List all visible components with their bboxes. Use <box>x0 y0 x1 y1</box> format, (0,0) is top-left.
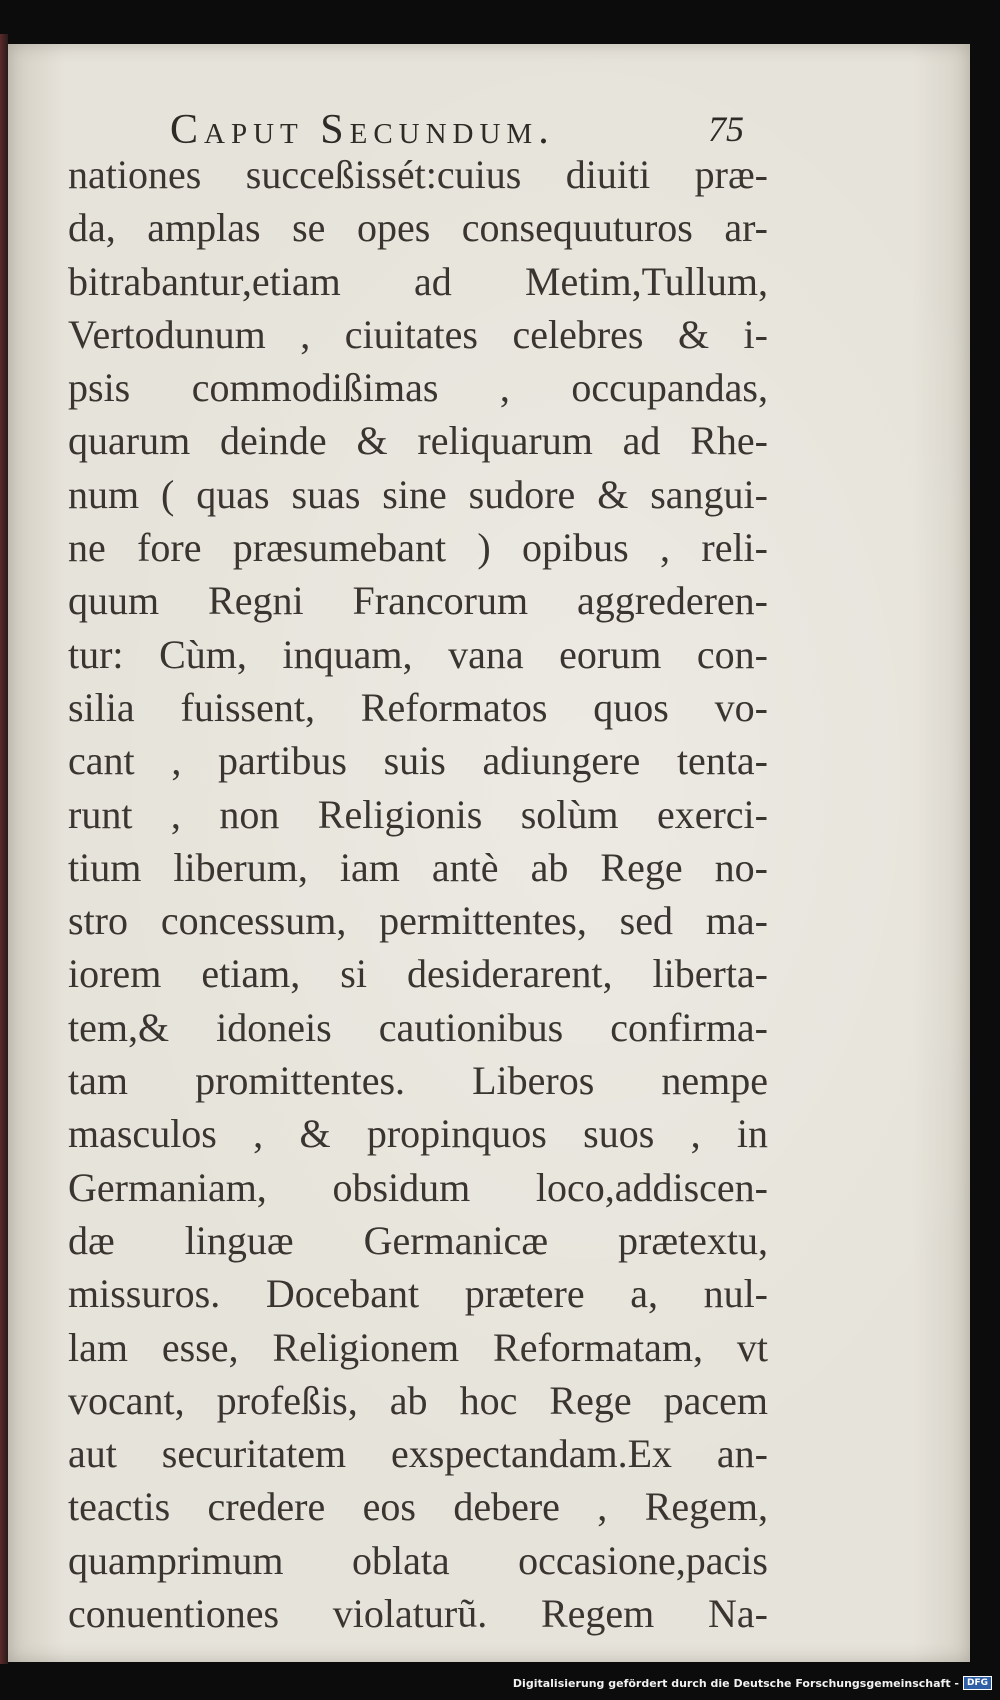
text-line: cant , partibus suis adiungere tenta- <box>68 738 768 784</box>
text-line: conuentiones violaturũ. Regem Na- <box>68 1591 768 1637</box>
text-line: psis commodißimas , occupandas, <box>68 365 768 411</box>
text-line: runt , non Religionis solùm exerci- <box>68 791 768 837</box>
text-line: silia fuissent, Reformatos quos vo- <box>68 684 768 730</box>
credit-text: Digitalisierung gefördert durch die Deutsche Forschungsgemeinschaft - <box>512 1676 959 1690</box>
book-page <box>8 44 970 1662</box>
text-line: tur: Cùm, inquam, vana eorum con- <box>68 631 768 677</box>
text-line: tium liberum, iam antè ab Rege no- <box>68 844 768 890</box>
digitization-credit <box>513 1674 992 1692</box>
book-page-edge <box>0 34 8 1664</box>
text-line: Vertodunum , ciuitates celebres & i- <box>68 311 768 357</box>
text-line: quum Regni Francorum aggrederen- <box>68 578 768 624</box>
dfg-logo: DFG <box>963 1676 992 1690</box>
text-line: Germaniam, obsidum loco,addiscen- <box>68 1164 768 1210</box>
text-line: tam promittentes. Liberos nempe <box>68 1058 768 1104</box>
text-line: masculos , & propinquos suos , in <box>68 1111 768 1157</box>
text-line: vocant, profeßis, ab hoc Rege pacem <box>68 1377 768 1423</box>
text-line: num ( quas suas sine sudore & sangui- <box>68 471 768 517</box>
text-line: da, amplas se opes consequuturos ar- <box>68 205 768 251</box>
text-line: dæ linguæ Germanicæ prætextu, <box>68 1217 768 1263</box>
text-line: missuros. Docebant prætere a, nul- <box>68 1271 768 1317</box>
text-line: iorem etiam, si desiderarent, liberta- <box>68 951 768 997</box>
running-head: Caput Secundum. <box>170 107 555 153</box>
text-line: quamprimum oblata occasione,pacis <box>68 1537 768 1583</box>
text-line: aut securitatem exspectandam.Ex an- <box>68 1431 768 1477</box>
text-line: ne fore præsumebant ) opibus , reli- <box>68 525 768 571</box>
text-line: lam esse, Religionem Reformatam, vt <box>68 1324 768 1370</box>
text-line: tem,& idoneis cautionibus confirma- <box>68 1004 768 1050</box>
text-line: quarum deinde & reliquarum ad Rhe- <box>68 418 768 464</box>
page-number: 75 <box>708 109 744 149</box>
text-line: teactis credere eos debere , Regem, <box>68 1484 768 1530</box>
text-line: bitrabantur,etiam ad Metim,Tullum, <box>68 258 768 304</box>
text-line: stro concessum, permittentes, sed ma- <box>68 898 768 944</box>
text-block <box>68 148 768 1640</box>
text-line: nationes succeßissét:cuius diuiti præ- <box>68 152 768 197</box>
